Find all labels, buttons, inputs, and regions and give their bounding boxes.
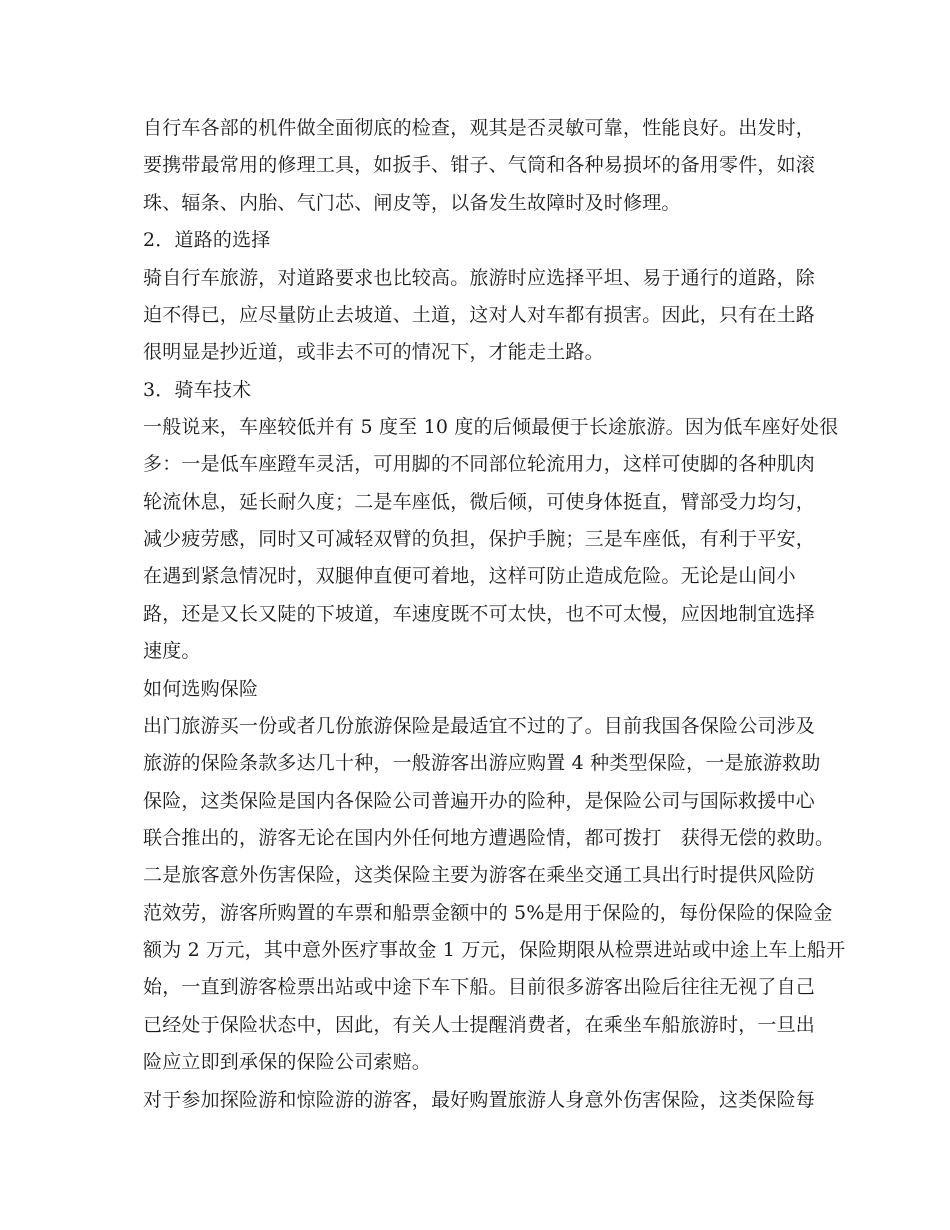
text-line: 保险，这类保险是国内各保险公司普遍开办的险种，是保险公司与国际救援中心 [143, 790, 816, 812]
text-line: 始，一直到游客检票出站或中途下车下船。目前很多游客出险后往往无视了自己 [143, 976, 816, 998]
text-line: 险应立即到承保的保险公司索赔。 [143, 1051, 432, 1073]
text-line: 旅游的保险条款多达几十种，一般游客出游应购置 4 种类型保险，一是旅游救助 [143, 752, 821, 774]
text-line: 自行车各部的机件做全面彻底的检查，观其是否灵敏可靠，性能良好。出发时， [143, 117, 816, 139]
text-line: 很明显是抄近道，或非去不可的情况下，才能走土路。 [143, 341, 604, 363]
text-line: 减少疲劳感，同时又可减轻双臂的负担，保护手腕；三是车座低，有利于平安， [143, 528, 816, 550]
text-line: 额为 2 万元，其中意外医疗事故金 1 万元，保险期限从检票进站或中途上车上船开 [143, 939, 846, 961]
section-heading-road-choice: 2．道路的选择 [143, 229, 271, 251]
text-line: 在遇到紧急情况时，双腿伸直便可着地，这样可防止造成危险。无论是山间小 [143, 565, 796, 587]
text-line: 路，还是又长又陡的下坡道，车速度既不可太快，也不可太慢，应因地制宜选择 [143, 603, 816, 625]
text-line: 速度。 [143, 640, 201, 662]
text-line: 二是旅客意外伤害保险，这类保险主要为游客在乘坐交通工具出行时提供风险防 [143, 864, 816, 886]
section-heading-riding-technique: 3．骑车技术 [143, 379, 252, 401]
text-line: 出门旅游买一份或者几份旅游保险是最适宜不过的了。目前我国各保险公司涉及 [143, 715, 816, 737]
text-line: 范效劳，游客所购置的车票和船票金额中的 5%是用于保险的，每份保险的保险金 [143, 902, 833, 924]
text-line: 一般说来，车座较低并有 5 度至 10 度的后倾最便于长途旅游。因为低车座好处很 [143, 416, 839, 438]
text-line: 珠、辐条、内胎、气门芯、闸皮等，以备发生故障时及时修理。 [143, 192, 681, 214]
text-line: 已经处于保险状态中，因此，有关人士提醒消费者，在乘坐车船旅游时，一旦出 [143, 1014, 816, 1036]
text-line: 对于参加探险游和惊险游的游客，最好购置旅游人身意外伤害保险，这类保险每 [143, 1089, 816, 1111]
text-line: 联合推出的，游客无论在国内外任何地方遭遇险情，都可拨打 获得无偿的救助。 [143, 827, 835, 849]
text-line: 要携带最常用的修理工具，如扳手、钳子、气筒和各种易损坏的备用零件，如滚 [143, 154, 816, 176]
text-line: 迫不得已，应尽量防止去坡道、土道，这对人对车都有损害。因此，只有在土路 [143, 304, 816, 326]
text-line: 骑自行车旅游，对道路要求也比较高。旅游时应选择平坦、易于通行的道路，除 [143, 267, 816, 289]
text-line: 轮流休息，延长耐久度；二是车座低，微后倾，可使身体挺直，臂部受力均匀， [143, 491, 816, 513]
section-heading-insurance: 如何选购保险 [143, 678, 259, 700]
text-line: 多：一是低车座蹬车灵活，可用脚的不同部位轮流用力，这样可使脚的各种肌肉 [143, 453, 816, 475]
